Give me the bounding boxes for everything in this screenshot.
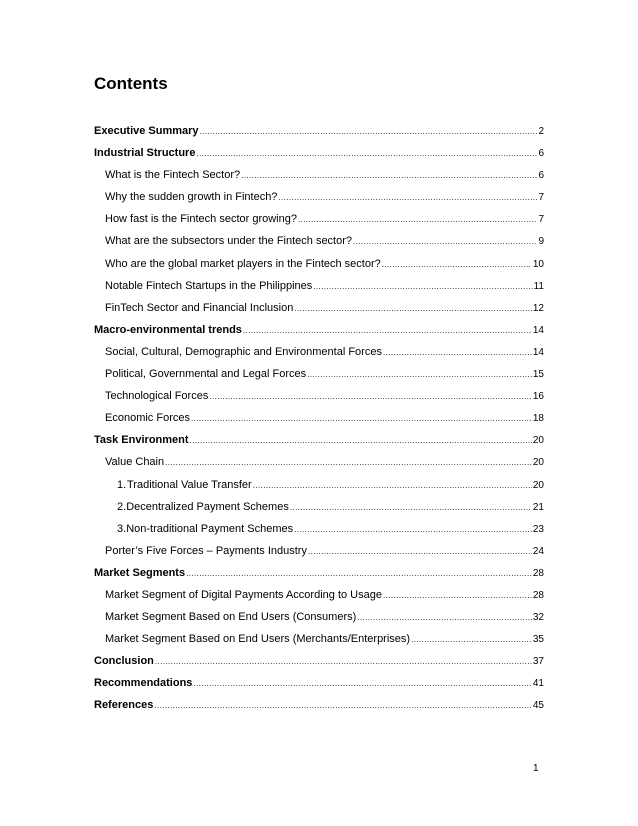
page-number: 1 [533,763,539,774]
toc-entry[interactable] [94,562,544,584]
dot-leader [241,165,537,187]
toc-entry-page: 11 [533,280,544,292]
toc-entry-page: 21 [532,501,544,513]
toc-entry-label[interactable]: Who are the global market players in the Fintech sector? [105,257,381,270]
toc-entry[interactable] [94,297,544,319]
toc-entry-label[interactable]: What is the Fintech Sector? [105,169,241,182]
toc-entry[interactable] [94,186,544,208]
toc-entry-label[interactable]: Non-traditional Payment Schemes [126,522,294,535]
dot-leader [191,408,532,430]
toc-entry-label[interactable]: Decentralized Payment Schemes [126,500,289,513]
dot-leader [278,187,537,209]
toc-entry-page: 18 [532,413,544,425]
toc-entry[interactable] [94,275,544,297]
toc-entry-label[interactable]: Conclusion [94,655,154,668]
toc-entry-page: 37 [532,656,544,668]
toc-entry-label[interactable]: Market Segments [94,566,186,579]
toc-entry-label[interactable]: Traditional Value Transfer [126,478,252,491]
table-of-contents [94,120,544,717]
dot-leader [290,497,532,519]
toc-entry-label[interactable]: Why the sudden growth in Fintech? [105,191,278,204]
toc-entry-label[interactable]: Industrial Structure [94,147,196,160]
dot-leader [294,519,532,541]
dot-leader [353,231,537,253]
toc-entry-label[interactable]: Economic Forces [105,412,190,425]
dot-leader [196,143,537,165]
toc-entry-number: 2. [117,500,127,513]
toc-entry[interactable] [94,672,544,694]
dot-leader [307,364,532,386]
toc-entry-page: 24 [532,545,544,557]
dot-leader [298,209,537,231]
toc-entry-page: 7 [538,214,544,226]
toc-entry-label[interactable]: How fast is the Fintech sector growing? [105,213,297,226]
toc-entry[interactable] [94,319,544,341]
toc-heading: Contents [94,74,168,93]
toc-entry[interactable] [94,164,544,186]
dot-leader [383,342,532,364]
toc-entry[interactable] [94,341,544,363]
toc-entry[interactable] [94,230,544,252]
dot-leader [190,430,532,452]
toc-entry-page: 20 [532,435,544,447]
toc-entry-page: 28 [532,567,544,579]
toc-entry[interactable] [94,142,544,164]
toc-entry[interactable] [94,694,544,716]
toc-entry-page: 9 [538,236,544,248]
toc-entry[interactable] [94,606,544,628]
toc-entry[interactable] [94,518,544,540]
toc-entry-label[interactable]: Notable Fintech Startups in the Philippines [105,279,313,292]
toc-entry[interactable] [94,540,544,562]
dot-leader [154,695,532,717]
dot-leader [357,607,532,629]
toc-entry[interactable] [94,474,544,496]
toc-entry-number: 1. [117,478,127,491]
dot-leader [313,276,532,298]
dot-leader [308,541,532,563]
toc-entry-label[interactable]: Porter’s Five Forces – Payments Industry [105,544,307,557]
toc-entry-label[interactable]: Executive Summary [94,125,199,137]
toc-entry-page: 6 [538,148,544,160]
toc-entry[interactable] [94,208,544,230]
dot-leader [383,585,532,607]
toc-entry-label[interactable]: Macro-environmental trends [94,323,242,336]
toc-entry[interactable] [94,628,544,650]
toc-entry-label[interactable]: Recommendations [94,677,193,690]
toc-entry-page: 14 [532,324,544,336]
dot-leader [411,629,532,651]
toc-entry-number: 3. [117,522,127,535]
toc-entry[interactable] [94,407,544,429]
toc-entry[interactable] [94,584,544,606]
toc-entry[interactable] [94,650,544,672]
toc-entry-page: 15 [532,369,544,381]
toc-entry-page: 28 [532,589,544,601]
toc-entry-label[interactable]: Social, Cultural, Demographic and Environmental Forces [105,345,382,358]
toc-entry-page: 41 [532,678,544,690]
toc-entry-label[interactable]: Value Chain [105,456,165,469]
dot-leader [165,452,532,474]
toc-entry-page: 14 [532,346,544,358]
toc-entry-label[interactable]: Market Segment Based on End Users (Merchants/Enterprises) [105,633,411,646]
toc-entry-page: 12 [532,302,544,314]
dot-leader [209,386,532,408]
toc-entry-page: 35 [532,634,544,646]
toc-entry[interactable] [94,253,544,275]
toc-entry-page: 7 [538,192,544,204]
toc-entry-page: 16 [532,391,544,403]
toc-entry-page: 6 [538,170,544,182]
toc-entry-label[interactable]: Market Segment of Digital Payments According to Usage [105,588,382,601]
dot-leader [294,298,532,320]
toc-entry-label[interactable]: FinTech Sector and Financial Inclusion [105,301,294,314]
toc-entry-page: 32 [532,612,544,624]
toc-entry-page: 20 [532,457,544,469]
toc-entry-page: 45 [532,700,544,712]
toc-entry-label[interactable]: Technological Forces [105,390,209,403]
toc-entry-label[interactable]: Political, Governmental and Legal Forces [105,368,307,381]
toc-entry-label[interactable]: What are the subsectors under the Fintech sector? [105,235,353,248]
toc-entry-label[interactable]: Market Segment Based on End Users (Consumers) [105,611,357,624]
dot-leader [243,320,532,342]
dot-leader [200,121,538,143]
dot-leader [193,673,531,695]
toc-entry[interactable] [94,120,544,142]
toc-entry-page: 2 [538,126,544,137]
dot-leader [253,475,532,497]
toc-entry-page: 23 [532,523,544,535]
dot-leader [186,563,532,585]
toc-entry-label[interactable]: References [94,699,154,712]
toc-entry[interactable] [94,363,544,385]
toc-entry[interactable] [94,429,544,451]
dot-leader [382,254,532,276]
toc-entry[interactable] [94,451,544,473]
toc-entry-page: 10 [532,258,544,270]
toc-entry-label[interactable]: Task Environment [94,434,189,447]
toc-entry-page: 20 [532,479,544,491]
dot-leader [155,651,532,673]
toc-entry[interactable] [94,496,544,518]
toc-entry[interactable] [94,385,544,407]
